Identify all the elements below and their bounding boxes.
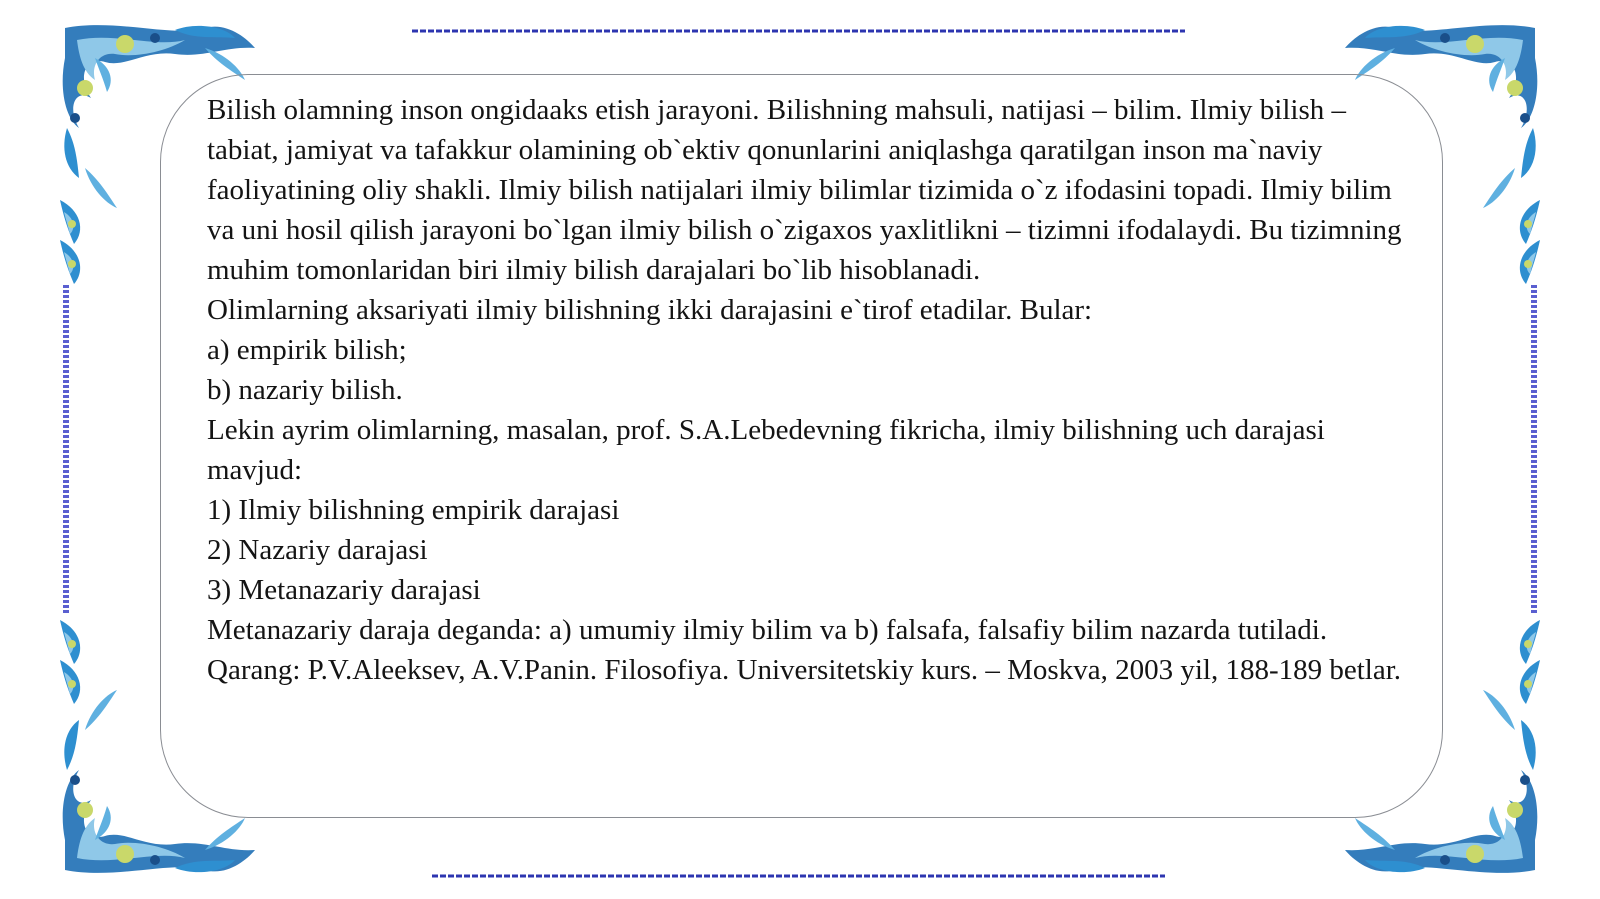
list-item-level-2: 2) Nazariy darajasi bbox=[207, 534, 428, 566]
paragraph-metatheory: Metanazariy daraja deganda: a) umumiy ilmiy bilim va b) falsafa, falsafiy bilim nazarda tutiladi. bbox=[207, 614, 1328, 646]
list-item-level-3: 3) Metanazariy darajasi bbox=[207, 574, 481, 606]
list-item-level-1: 1) Ilmiy bilishning empirik darajasi bbox=[207, 494, 620, 526]
slide-body-text bbox=[207, 90, 1422, 690]
paragraph-lebedev: Lekin ayrim olimlarning, masalan, prof. S.A.Lebedevning fikricha, ilmiy bilishning uch darajasi mavjud: bbox=[207, 414, 1325, 486]
paragraph-levels-intro: Olimlarning aksariyati ilmiy bilishning ikki darajasini e`tirof etadilar. Bular: bbox=[207, 294, 1093, 326]
paragraph-intro: Bilish olamning inson ongidaaks etish jarayoni. Bilishning mahsuli, natijasi – bilim. Ilmiy bilish – tabiat, jamiyat va tafakkur olamining ob`ektiv qonunlarini aniqlashga qaratilgan inson ma`naviy faoliyatining oliy shakli. Ilmiy bilish natijalari ilmiy bilimlar tizimida o`z ifodasini topadi. Ilmiy bilim va uni hosil qilish jarayoni bo`lgan ilmiy bilish o`zigaxos yaxlitlikni – tizimni ifodalaydi. Bu tizimning muhim tomonlaridan biri ilmiy bilish darajalari bo`lib hisoblanadi. bbox=[207, 94, 1402, 286]
paragraph-reference: Qarang: P.V.Aleeksev, A.V.Panin. Filosofiya. Universitetskiy kurs. – Moskva, 2003 yil, 188-189 betlar. bbox=[207, 654, 1402, 686]
list-item-theoretical: b) nazariy bilish. bbox=[207, 374, 403, 406]
list-item-empirical: a) empirik bilish; bbox=[207, 334, 407, 366]
